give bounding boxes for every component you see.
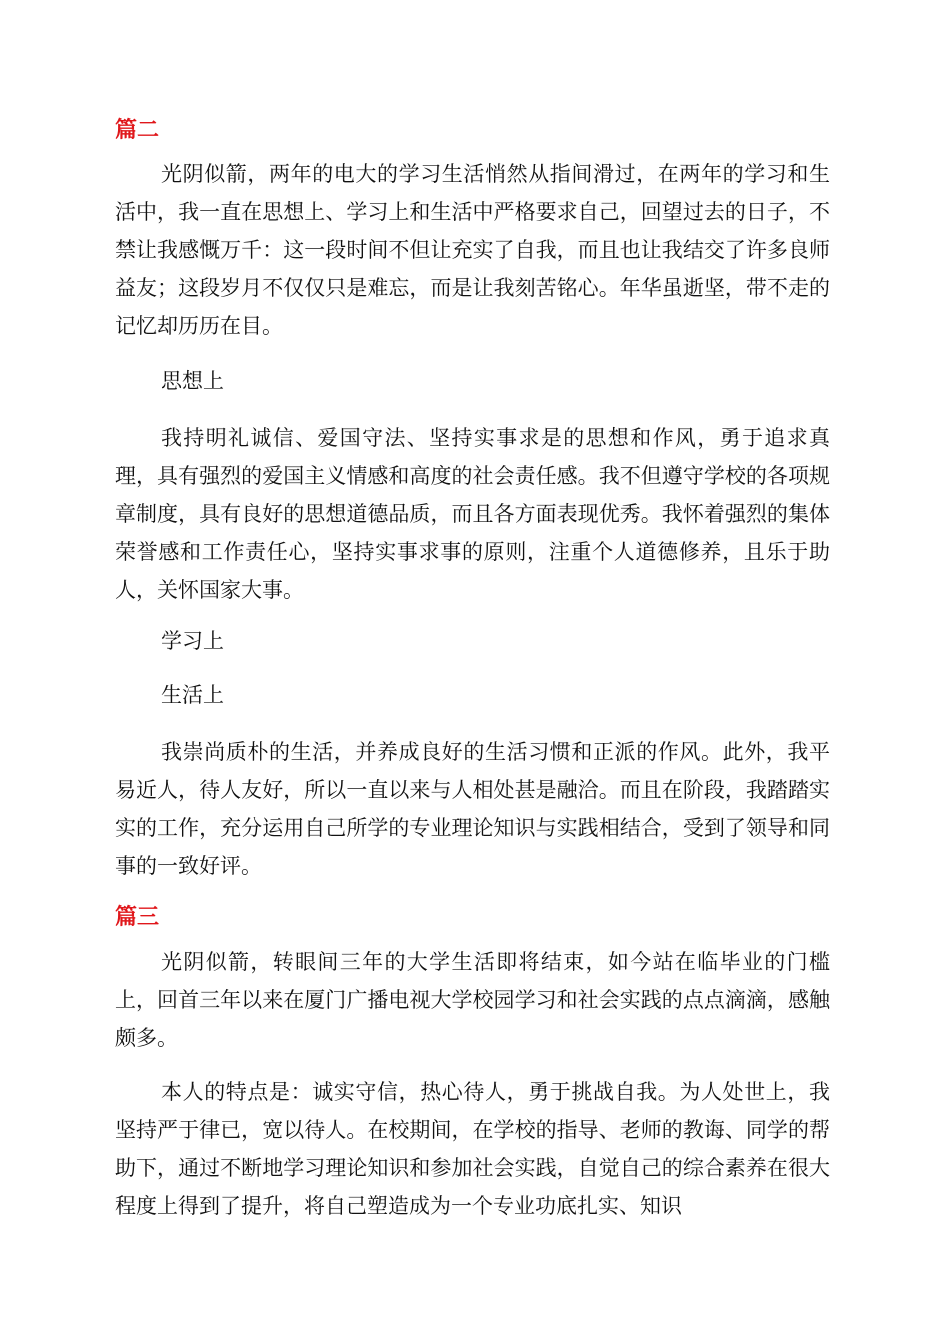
life-subheading: 生活上 [161,683,224,707]
life-paragraph: 我崇尚质朴的生活，并养成良好的生活习惯和正派的作风。此外，我平易近人，待人友好，所以一直以来与人相处甚是融洽。而且在阶段，我踏踏实实的工作，充分运用自己所学的专业理论知识与实践相结合，受到了领导和同事的一致好评。 [115,740,830,878]
section3-intro-paragraph: 光阴似箭，转眼间三年的大学生活即将结束，如今站在临毕业的门槛上，回首三年以来在厦门广播电视大学校园学习和社会实践的点点滴滴，感触颇多。 [115,950,830,1050]
section2-intro-paragraph: 光阴似箭，两年的电大的学习生活悄然从指间滑过，在两年的学习和生活中，我一直在思想上、学习上和生活中严格要求自己，回望过去的日子，不禁让我感慨万千：这一段时间不但让充实了自我，而且也让我结交了许多良师益友；这段岁月不仅仅只是难忘，而是让我刻苦铭心。年华虽逝坚，带不走的记忆却历历在目。 [115,162,830,338]
section-heading-3: 篇三 [115,905,160,930]
study-subheading: 学习上 [161,629,224,653]
thought-paragraph: 我持明礼诚信、爱国守法、坚持实事求是的思想和作风，勇于追求真理，具有强烈的爱国主义情感和高度的社会责任感。我不但遵守学校的各项规章制度，具有良好的思想道德品质，而且各方面表现优秀。我怀着强烈的集体荣誉感和工作责任心，坚持实事求事的原则，注重个人道德修养，且乐于助人，关怀国家大事。 [115,426,830,602]
section-heading-2: 篇二 [115,118,160,143]
traits-paragraph: 本人的特点是：诚实守信，热心待人，勇于挑战自我。为人处世上，我坚持严于律已，宽以待人。在校期间，在学校的指导、老师的教诲、同学的帮助下，通过不断地学习理论知识和参加社会实践，自觉自己的综合素养在很大程度上得到了提升，将自己塑造成为一个专业功底扎实、知识 [115,1080,830,1218]
thought-subheading: 思想上 [161,369,224,393]
